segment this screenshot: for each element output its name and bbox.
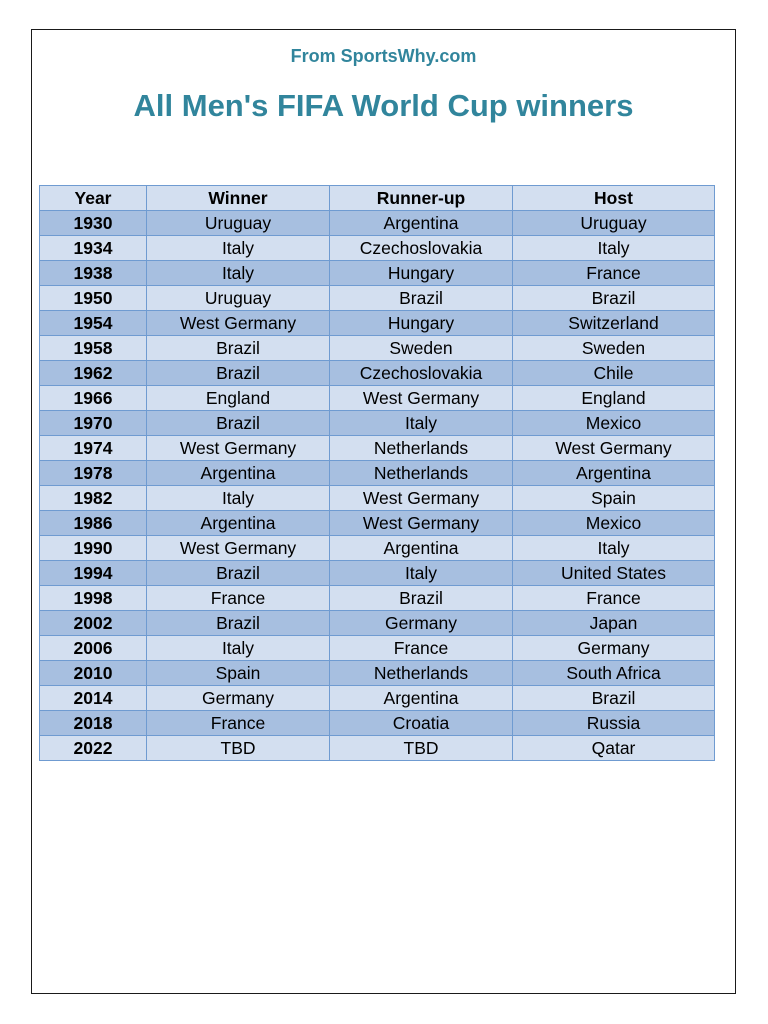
table-row [40,461,715,486]
header-winner: Winner [147,186,330,211]
table-row [40,286,715,311]
cell-runner-up: Czechoslovakia [330,236,513,261]
cell-runner-up: Netherlands [330,436,513,461]
cell-winner: Italy [147,486,330,511]
table-row [40,236,715,261]
cell-runner-up: France [330,636,513,661]
cell-host: Uruguay [513,211,715,236]
cell-runner-up: Brazil [330,286,513,311]
cell-host: England [513,386,715,411]
cell-host: West Germany [513,436,715,461]
cell-host: Switzerland [513,311,715,336]
cell-runner-up: Netherlands [330,661,513,686]
cell-runner-up: Czechoslovakia [330,361,513,386]
cell-host: South Africa [513,661,715,686]
cell-year: 1954 [40,311,147,336]
cell-winner: TBD [147,736,330,761]
cell-winner: Italy [147,236,330,261]
cell-runner-up: Croatia [330,711,513,736]
cell-winner: Brazil [147,411,330,436]
header-host: Host [513,186,715,211]
cell-runner-up: West Germany [330,511,513,536]
cell-winner: West Germany [147,311,330,336]
table-row [40,736,715,761]
cell-host: Chile [513,361,715,386]
cell-host: France [513,261,715,286]
document-page [31,29,736,994]
cell-host: United States [513,561,715,586]
cell-year: 1970 [40,411,147,436]
cell-runner-up: West Germany [330,486,513,511]
table-row [40,211,715,236]
cell-runner-up: Germany [330,611,513,636]
cell-year: 2006 [40,636,147,661]
cell-host: Spain [513,486,715,511]
cell-winner: Germany [147,686,330,711]
cell-runner-up: Hungary [330,261,513,286]
cell-host: Germany [513,636,715,661]
cell-runner-up: Sweden [330,336,513,361]
cell-runner-up: TBD [330,736,513,761]
source-line: From SportsWhy.com [290,46,477,66]
table-row [40,386,715,411]
table-row [40,511,715,536]
cell-winner: France [147,711,330,736]
cell-year: 1974 [40,436,147,461]
cell-winner: Italy [147,636,330,661]
table-row [40,611,715,636]
cell-winner: Italy [147,261,330,286]
cell-year: 1994 [40,561,147,586]
table-row [40,536,715,561]
cell-winner: Uruguay [147,211,330,236]
table-row [40,361,715,386]
cell-winner: Brazil [147,561,330,586]
world-cup-table [39,185,715,761]
cell-host: Italy [513,536,715,561]
cell-runner-up: West Germany [330,386,513,411]
cell-winner: France [147,586,330,611]
cell-year: 1938 [40,261,147,286]
cell-runner-up: Argentina [330,211,513,236]
cell-host: Japan [513,611,715,636]
cell-host: Italy [513,236,715,261]
cell-host: Mexico [513,411,715,436]
page-title: All Men's FIFA World Cup winners [133,88,634,123]
table-row [40,686,715,711]
table-row [40,561,715,586]
cell-year: 1962 [40,361,147,386]
cell-year: 2018 [40,711,147,736]
table-row [40,586,715,611]
cell-year: 1986 [40,511,147,536]
cell-year: 1998 [40,586,147,611]
table-row [40,636,715,661]
cell-year: 1966 [40,386,147,411]
cell-winner: Brazil [147,361,330,386]
cell-host: Brazil [513,686,715,711]
cell-winner: Spain [147,661,330,686]
cell-year: 1950 [40,286,147,311]
cell-winner: England [147,386,330,411]
cell-runner-up: Argentina [330,686,513,711]
cell-year: 1930 [40,211,147,236]
cell-year: 1958 [40,336,147,361]
cell-host: Sweden [513,336,715,361]
table-row [40,311,715,336]
cell-year: 1990 [40,536,147,561]
cell-runner-up: Italy [330,561,513,586]
table-row [40,336,715,361]
table-body [40,211,715,761]
cell-year: 2014 [40,686,147,711]
cell-winner: Brazil [147,336,330,361]
table-row [40,711,715,736]
cell-year: 1934 [40,236,147,261]
cell-host: Russia [513,711,715,736]
table-row [40,486,715,511]
cell-winner: Brazil [147,611,330,636]
cell-host: Mexico [513,511,715,536]
cell-year: 2002 [40,611,147,636]
cell-runner-up: Italy [330,411,513,436]
cell-winner: Argentina [147,461,330,486]
cell-runner-up: Brazil [330,586,513,611]
cell-host: Argentina [513,461,715,486]
cell-host: Brazil [513,286,715,311]
table-row [40,411,715,436]
cell-winner: Uruguay [147,286,330,311]
header-runner-up: Runner-up [330,186,513,211]
cell-host: France [513,586,715,611]
cell-year: 2022 [40,736,147,761]
cell-winner: West Germany [147,536,330,561]
table-header-row [40,186,715,211]
cell-year: 1978 [40,461,147,486]
cell-year: 2010 [40,661,147,686]
header-year: Year [40,186,147,211]
cell-runner-up: Argentina [330,536,513,561]
cell-winner: West Germany [147,436,330,461]
cell-winner: Argentina [147,511,330,536]
cell-runner-up: Hungary [330,311,513,336]
cell-host: Qatar [513,736,715,761]
table-row [40,661,715,686]
cell-year: 1982 [40,486,147,511]
table-row [40,261,715,286]
cell-runner-up: Netherlands [330,461,513,486]
table-row [40,436,715,461]
